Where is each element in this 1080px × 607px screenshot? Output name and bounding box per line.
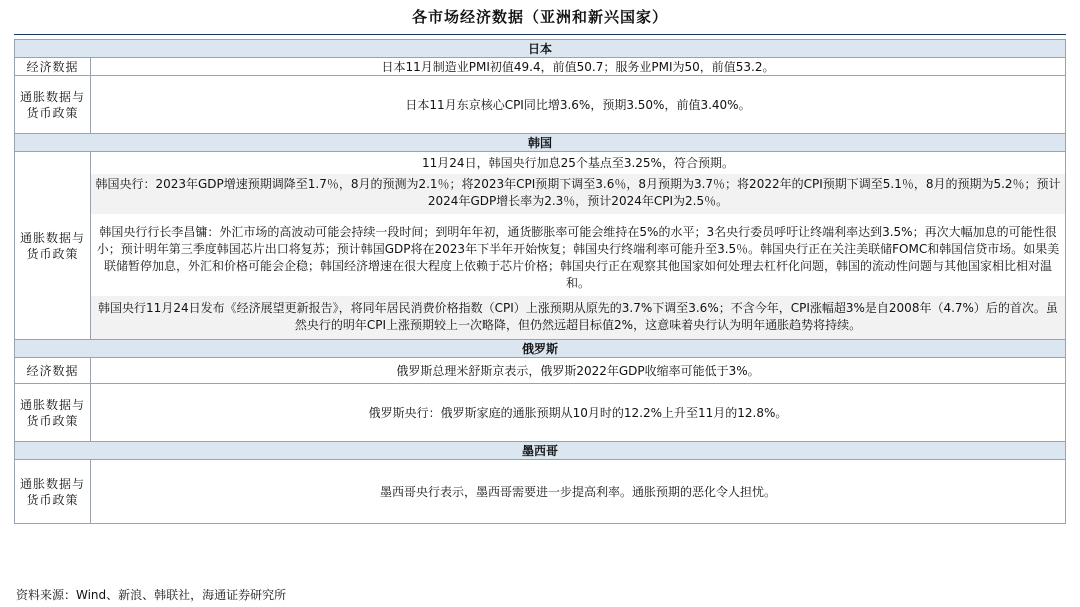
row-label: 经济数据 xyxy=(15,358,91,384)
country-header-japan xyxy=(15,40,1066,58)
row-content: 日本11月制造业PMI初值49.4，前值50.7；服务业PMI为50，前值53.2。 xyxy=(91,58,1066,76)
paragraph: 韩国央行：2023年GDP增速预期调降至1.7％，8月的预测为2.1％；将2023年CPI预期下调至3.6％，8月预期为3.7％；将2022年的CPI预期下调至5.1％，8月的预期为5.2％；预计2024年GDP增长率为2.3％，预计2024年CPI为2.5％。 xyxy=(91,174,1065,214)
country-header-mexico xyxy=(15,442,1066,460)
row-content xyxy=(91,152,1066,340)
row-content: 俄罗斯总理米舒斯京表示，俄罗斯2022年GDP收缩率可能低于3%。 xyxy=(91,358,1066,384)
country-name: 俄罗斯 xyxy=(15,340,1066,358)
country-name: 日本 xyxy=(15,40,1066,58)
row-label: 经济数据 xyxy=(15,58,91,76)
row-label: 通胀数据与货币政策 xyxy=(15,76,91,134)
table-row xyxy=(15,76,1066,134)
paragraph: 11月24日，韩国央行加息25个基点至3.25%，符合预期。 xyxy=(422,156,734,170)
paragraph: 韩国央行行长李昌镛：外汇市场的高波动可能会持续一段时间；到明年年初，通货膨胀率可能会维持在5%的水平；3名央行委员呼吁让终端利率达到3.5%；再次大幅加息的可能性很小；预计明年第三季度韩国芯片出口将复苏；预计韩国GDP将在2023年下半年开始恢复；韩国央行终端利率可能升至3.5％。韩国央行正在关注美联储FOMC和韩国信贷市场。如果美联储暂停加息，外汇和价格可能会企稳；韩国经济增速在很大程度上依赖于芯片价格；韩国央行正在观察其他国家如何处理去杠杆化问题，韩国的流动性问题与其他国家相比相对温和。 xyxy=(96,225,1060,290)
row-label: 通胀数据与货币政策 xyxy=(15,460,91,524)
table-row xyxy=(15,384,1066,442)
title-divider xyxy=(14,34,1066,35)
table-row xyxy=(15,460,1066,524)
row-content: 日本11月东京核心CPI同比增3.6%，预期3.50%，前值3.40%。 xyxy=(91,76,1066,134)
table-row xyxy=(15,58,1066,76)
country-header-russia xyxy=(15,340,1066,358)
country-name: 墨西哥 xyxy=(15,442,1066,460)
row-label: 通胀数据与货币政策 xyxy=(15,384,91,442)
table-row xyxy=(15,358,1066,384)
page-title: 各市场经济数据（亚洲和新兴国家） xyxy=(411,8,668,26)
country-name: 韩国 xyxy=(15,134,1066,152)
paragraph: 韩国央行11月24日发布《经济展望更新报告》，将同年居民消费价格指数（CPI）上涨预期从原先的3.7%下调至3.6%；不含今年，CPI涨幅超3%是自2008年（4.7%）后的首次。虽然央行的明年CPI上涨预期较上一次略降，但仍然远超目标值2%，这意味着央行认为明年通胀趋势将持续。 xyxy=(91,296,1065,339)
row-content: 俄罗斯央行：俄罗斯家庭的通胀预期从10月时的12.2%上升至11月的12.8%。 xyxy=(91,384,1066,442)
country-header-korea xyxy=(15,134,1066,152)
row-content: 墨西哥央行表示，墨西哥需要进一步提高利率。通胀预期的恶化令人担忧。 xyxy=(91,460,1066,524)
source-note: 资料来源：Wind、新浪、韩联社，海通证券研究所 xyxy=(16,588,287,602)
table-row xyxy=(15,152,1066,340)
row-label: 通胀数据与货币政策 xyxy=(15,152,91,340)
economic-data-table xyxy=(14,39,1066,524)
